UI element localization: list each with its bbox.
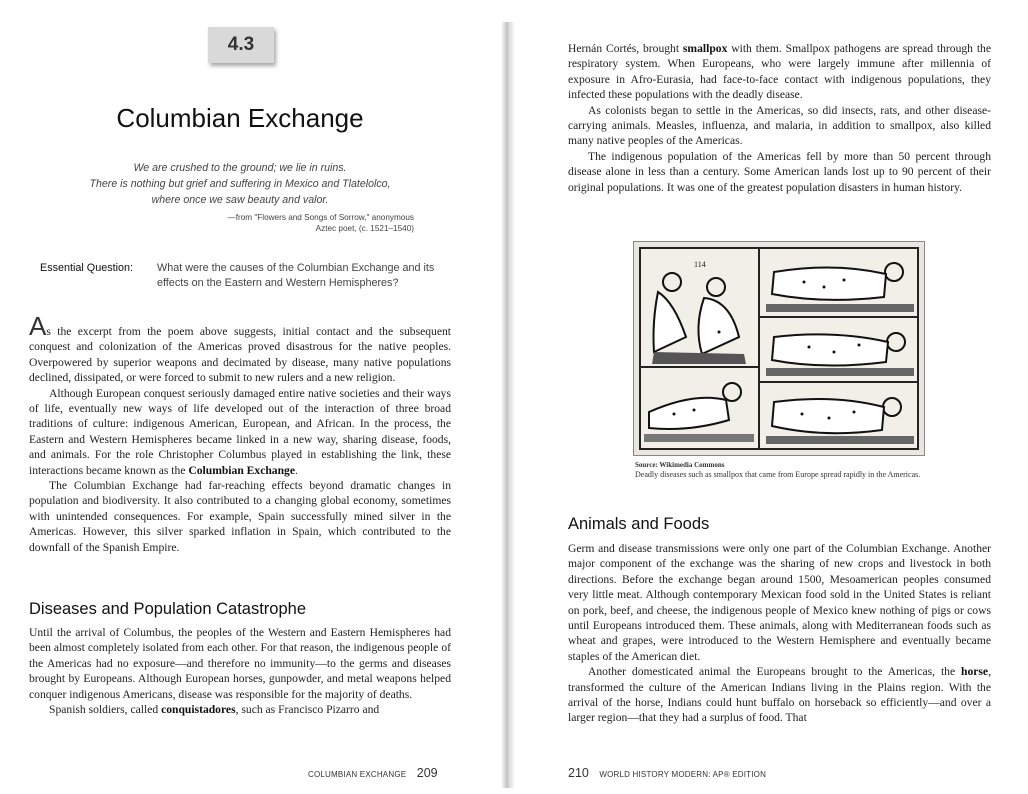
key-term: conquistadores: [161, 703, 236, 717]
section-heading: Diseases and Population Catastrophe: [29, 600, 307, 618]
running-head: COLUMBIAN EXCHANGE: [308, 770, 407, 779]
section-text: [568, 541, 991, 726]
paragraph: [568, 664, 991, 726]
paragraph-text: Another domesticated animal the Europeans brought to the Americas, the: [588, 665, 962, 679]
paragraph: The Columbian Exchange had far-reaching effects beyond dramatic changes in population and biodiversity. It also contributed to a changing global economy, sometimes with unintended consequences. For example, Spain successfully mined silver in the Americas. However, this silver sparked inflation in Spain, which contributed to the downfall of the Spanish Empire.: [29, 479, 451, 554]
intro-text: [29, 311, 451, 555]
epigraph-line: where once we saw beauty and valor.: [151, 194, 329, 206]
continued-text: [568, 41, 991, 195]
epigraph: [40, 160, 440, 208]
key-term: smallpox: [682, 42, 728, 55]
epigraph-line: There is nothing but grief and suffering in Mexico and Tlatelolco,: [89, 178, 391, 190]
section-badge: 4.3: [208, 27, 274, 63]
epigraph-attribution: [154, 212, 414, 234]
paragraph: [568, 41, 991, 103]
smallpox-codex-drawing: [634, 242, 924, 455]
paragraph-text: Hernán Cortés, brought: [568, 42, 683, 55]
paragraph: The indigenous population of the Americas fell by more than 50 percent through disease alone in less than a century. Some American lands lost up to 90 percent of their original populations. It was one of the greatest population disasters in human history.: [568, 149, 991, 194]
epigraph-line: We are crushed to the ground; we lie in ruins.: [133, 162, 347, 174]
paragraph-text: , transformed the culture of the American Indians living in the Plains region. With the arrival of the horse, Indians could hunt buffalo on horseback so efficiently—and over a larger region—that they had a surplus of food. That: [568, 665, 991, 725]
paragraph-text: Spanish soldiers, called: [49, 703, 162, 717]
page-title: Columbian Exchange: [116, 103, 364, 133]
attribution-line: Aztec poet, (c. 1521–1540): [315, 224, 414, 233]
paragraph: Germ and disease transmissions were only one part of the Columbian Exchange. Another major component of the exchange was the sharing of new crops and livestock in both directions. Before the exchange began around 1500, Mesoamerican peoples consumed very little meat. Although contemporary Mexican food sold in the United States is reliant on pork, beef, and cheese, the indigenous people of Mexico knew nothing of pigs or cows until Europeans introduced them. These animals, along with Mediterranean foods such as wheat and grapes, were introduced to the Western Hemisphere and eventually became staples of the American diet.: [568, 542, 991, 663]
figure-caption-text: Deadly diseases such as smallpox that came from Europe spread rapidly in the Americas.: [635, 470, 921, 479]
paragraph: [29, 702, 451, 717]
page-number: 209: [416, 766, 438, 780]
paragraph: [29, 311, 451, 386]
right-page: [512, 0, 1028, 794]
codex-page-mark: 114: [694, 260, 706, 269]
paragraph-text: with them. Smallpox pathogens are spread through the respiratory system. When Europeans, who were largely immune after millennia of exposure in Afro-Eurasia, had face-to-face contact with indigenous populations, they infected these populations with the deadly disease.: [568, 42, 991, 102]
page-number: 210: [568, 766, 589, 780]
running-head: WORLD HISTORY MODERN: AP® EDITION: [599, 770, 767, 779]
paragraph: As colonists began to settle in the Americas, so did insects, rats, and other disease-carrying animals. Measles, influenza, and malaria, in addition to smallpox, also killed many native peoples of the Americas.: [568, 103, 991, 148]
page-footer: [308, 764, 438, 782]
paragraph: [29, 386, 451, 478]
essential-question-text: What were the causes of the Columbian Exchange and its effects on the Eastern and Western Hemispheres?: [157, 262, 435, 289]
paragraph-text: .: [294, 463, 298, 477]
paragraph-text: Although European conquest seriously damaged entire native societies and their ways of life, eventually new ways of life developed out of the interaction of three broad traditions of culture: indigenous American, European, and African. In the process, the Eastern and Western Hemispheres became linked in a new way, sharing disease, foods, and animals. For the role Christopher Columbus played in establishing the link, these interactions became known as the: [29, 386, 451, 477]
essential-question-label: Essential Question:: [40, 262, 134, 274]
drop-cap: A: [29, 311, 47, 341]
page-footer: [568, 764, 766, 782]
key-term: Columbian Exchange: [188, 463, 295, 477]
section-heading: Animals and Foods: [568, 515, 710, 533]
paragraph: Until the arrival of Columbus, the peoples of the Western and Eastern Hemispheres had been almost completely isolated from each other. For that reason, the indigenous people of the Americas had no exposure—and therefore no immunity—to the germs and diseases brought by Europeans. Although European horses, gunpowder, and metal weapons helped conquer indigenous Americans, disease was responsible for the majority of deaths.: [29, 626, 451, 701]
attribution-line: —from "Flowers and Songs of Sorrow," anonymous: [227, 213, 414, 222]
figure-source: Source: Wikimedia Commons: [635, 461, 725, 469]
paragraph-text: s the excerpt from the poem above suggests, initial contact and the subsequent conquest and colonization of the Americas proved disastrous for the native peoples. Overpowered by superior weapons and decimated by disease, many native populations declined, dissipated, or were forced to submit to new rulers and a new religion.: [29, 325, 451, 385]
codex-illustration: [633, 241, 925, 456]
key-term: horse: [961, 665, 989, 679]
paragraph-text: , such as Francisco Pizarro and: [235, 703, 380, 717]
left-page: [0, 0, 504, 794]
section-text: [29, 625, 451, 717]
figure-caption: [635, 460, 935, 480]
